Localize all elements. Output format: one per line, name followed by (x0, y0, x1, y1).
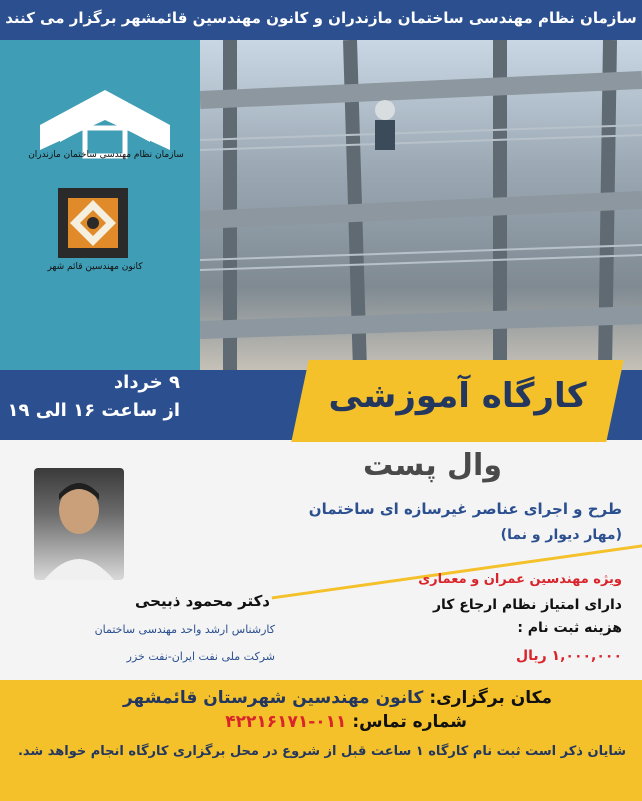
speaker-bio-1: کارشناس ارشد واحد مهندسی ساختمان (94, 623, 275, 636)
venue-line (123, 688, 552, 708)
event-topic: وال پست (363, 448, 502, 483)
speaker-bio-2: شرکت ملی نفت ایران-نفت خزر (126, 650, 275, 663)
kanoon-logo-caption: کانون مهندسین قائم شهر (47, 262, 143, 272)
event-description: طرح و اجرای عناصر غیرسازه ای ساختمان (308, 500, 622, 518)
venue-label: مکان برگزاری: (429, 688, 552, 708)
venue-value: کانون مهندسین شهرستان قائمشهر (122, 688, 424, 708)
phone-line (225, 712, 467, 732)
header-title: سازمان نظام مهندسی ساختمان مازندران و کانون مهندسین قائمشهر برگزار می کنند (5, 9, 637, 27)
speaker-name: دکتر محمود ذبیحی (134, 592, 270, 610)
event-description-sub: (مهار دیوار و نما) (500, 527, 622, 543)
event-title: کارگاه آموزشی (328, 376, 587, 416)
phone-label: شماره تماس: (352, 712, 467, 732)
fee-value: ۱,۰۰۰,۰۰۰ ریال (515, 648, 622, 664)
audience-note: ویژه مهندسین عمران و معماری (418, 572, 622, 587)
construction-photo (200, 40, 642, 370)
license-note: دارای امتیاز نظام ارجاع کار (432, 597, 622, 613)
speaker-photo (34, 468, 124, 580)
kanoon-logo (58, 188, 128, 258)
engineering-org-logo (30, 80, 180, 180)
header-band (0, 0, 642, 40)
event-date: ۹ خرداد (113, 372, 180, 393)
org-logo-caption: سازمان نظام مهندسی ساختمان مازندران (28, 150, 184, 160)
registration-note: شایان ذکر است ثبت نام کارگاه ۱ ساعت قبل از شروع در محل برگزاری کارگاه انجام خواهد شد. (17, 744, 627, 759)
phone-value: ۰۱۱-۴۲۲۱۶۱۷۱ (225, 712, 347, 732)
fee-label: هزینه ثبت نام : (517, 620, 622, 636)
event-time: از ساعت ۱۶ الی ۱۹ (7, 400, 180, 421)
